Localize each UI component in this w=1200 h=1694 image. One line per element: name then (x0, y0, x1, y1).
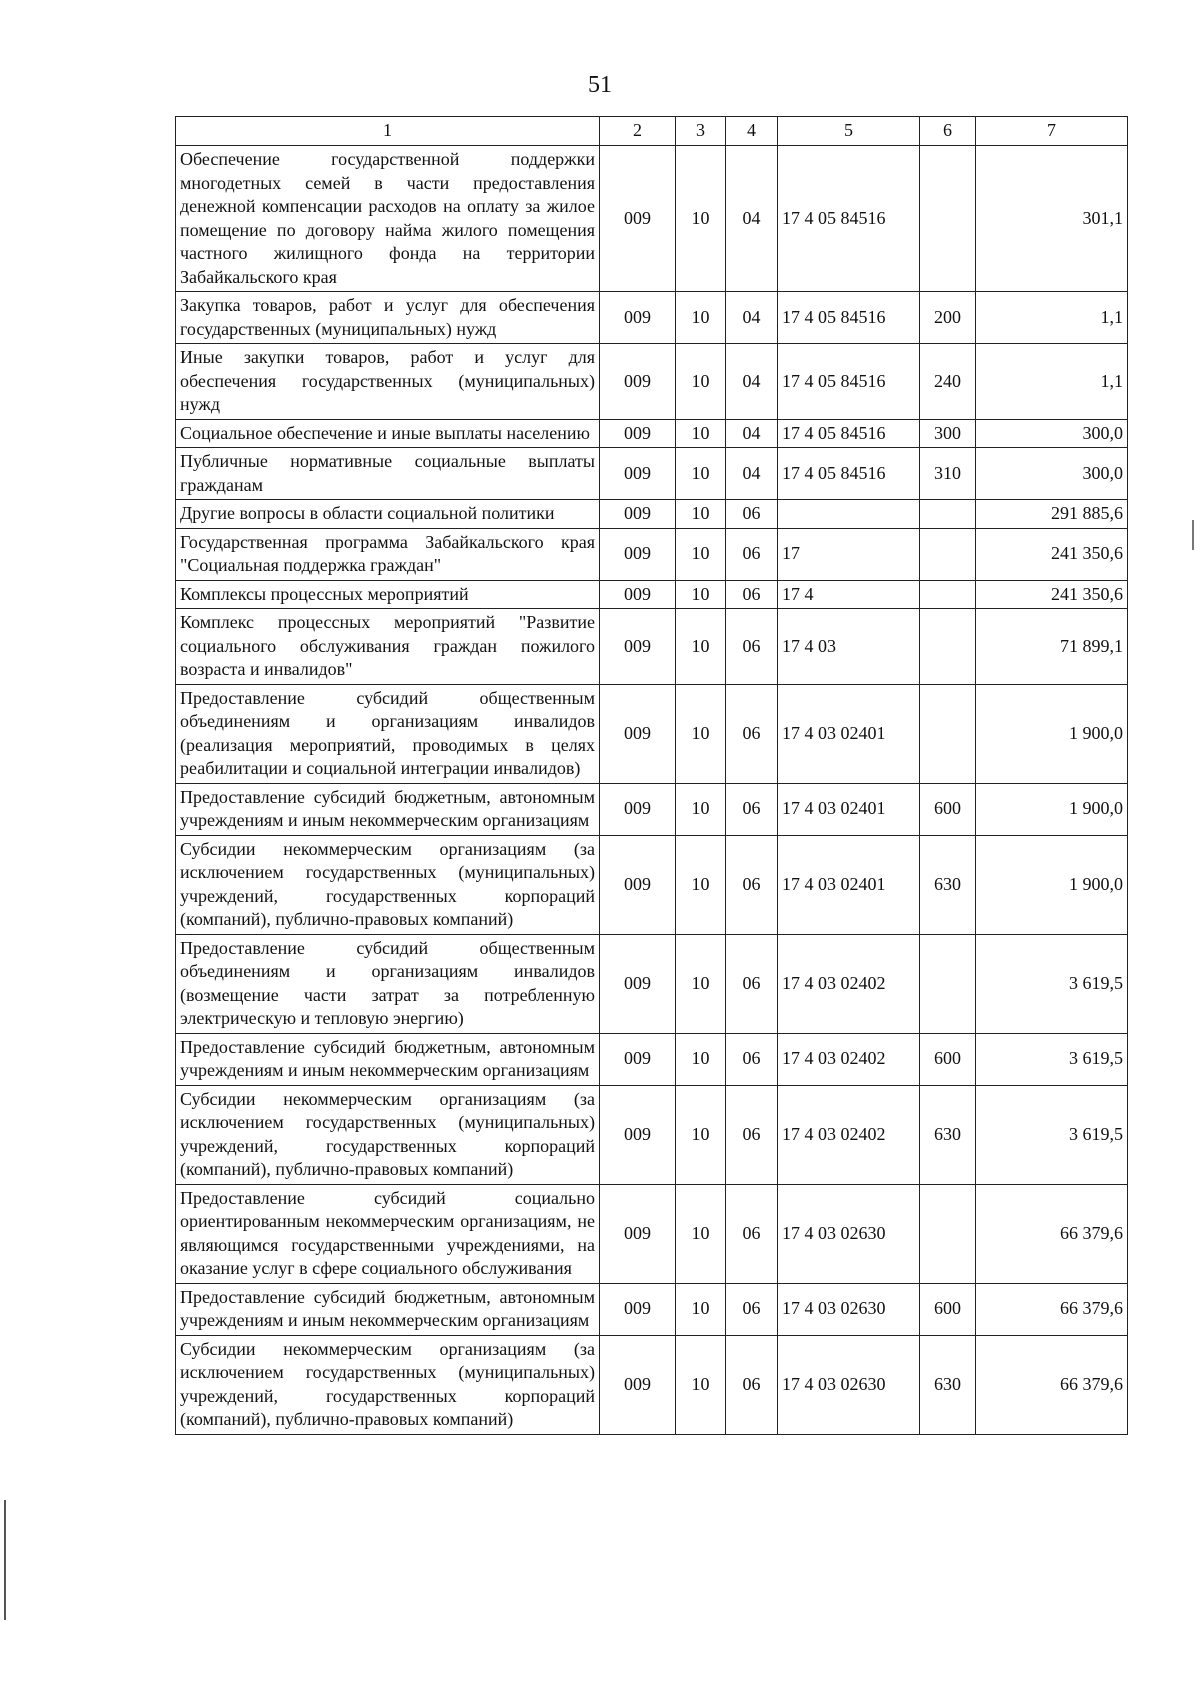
section-code-cell: 10 (676, 146, 726, 292)
table-row (176, 528, 1128, 580)
subsection-code-cell: 06 (726, 580, 778, 609)
section-code-cell: 10 (676, 419, 726, 448)
row-name-cell: Иные закупки товаров, работ и услуг для обеспечения государственных (муниципальных) нужд (176, 344, 600, 420)
ministry-code-cell: 009 (600, 609, 676, 685)
expense-type-cell (920, 934, 976, 1033)
section-code-cell: 10 (676, 528, 726, 580)
table-row (176, 1085, 1128, 1184)
ministry-code-cell: 009 (600, 783, 676, 835)
table-row (176, 1283, 1128, 1335)
col-header-6: 6 (920, 117, 976, 146)
section-code-cell: 10 (676, 835, 726, 934)
row-name-cell: Предоставление субсидий бюджетным, автономным учреждениям и иным некоммерческим организациям (176, 783, 600, 835)
amount-cell: 1 900,0 (976, 684, 1128, 783)
subsection-code-cell: 06 (726, 934, 778, 1033)
col-header-4: 4 (726, 117, 778, 146)
ministry-code-cell: 009 (600, 580, 676, 609)
target-article-cell (778, 500, 920, 529)
ministry-code-cell: 009 (600, 528, 676, 580)
ministry-code-cell: 009 (600, 835, 676, 934)
expense-type-cell: 600 (920, 783, 976, 835)
expense-type-cell: 300 (920, 419, 976, 448)
amount-cell: 3 619,5 (976, 1085, 1128, 1184)
budget-table (175, 116, 1128, 1435)
row-name-cell: Предоставление субсидий общественным объединениям и организациям инвалидов (возмещение части затрат за потребленную электрическую и тепловую энергию) (176, 934, 600, 1033)
target-article-cell: 17 4 05 84516 (778, 419, 920, 448)
amount-cell: 66 379,6 (976, 1283, 1128, 1335)
table-row (176, 934, 1128, 1033)
subsection-code-cell: 04 (726, 344, 778, 420)
target-article-cell: 17 4 03 02630 (778, 1335, 920, 1434)
section-code-cell: 10 (676, 934, 726, 1033)
row-name-cell: Предоставление субсидий бюджетным, автономным учреждениям и иным некоммерческим организациям (176, 1033, 600, 1085)
table-row (176, 146, 1128, 292)
table-row (176, 580, 1128, 609)
expense-type-cell (920, 1184, 976, 1283)
expense-type-cell: 200 (920, 292, 976, 344)
amount-cell: 301,1 (976, 146, 1128, 292)
amount-cell: 1,1 (976, 344, 1128, 420)
target-article-cell: 17 4 03 02630 (778, 1184, 920, 1283)
expense-type-cell: 310 (920, 448, 976, 500)
target-article-cell: 17 4 03 02402 (778, 1033, 920, 1085)
section-code-cell: 10 (676, 1033, 726, 1085)
table-row (176, 1335, 1128, 1434)
subsection-code-cell: 06 (726, 528, 778, 580)
section-code-cell: 10 (676, 500, 726, 529)
amount-cell: 66 379,6 (976, 1335, 1128, 1434)
col-header-3: 3 (676, 117, 726, 146)
table-row (176, 292, 1128, 344)
section-code-cell: 10 (676, 783, 726, 835)
expense-type-cell (920, 684, 976, 783)
amount-cell: 3 619,5 (976, 1033, 1128, 1085)
ministry-code-cell: 009 (600, 684, 676, 783)
subsection-code-cell: 06 (726, 1184, 778, 1283)
col-header-7: 7 (976, 117, 1128, 146)
ministry-code-cell: 009 (600, 500, 676, 529)
section-code-cell: 10 (676, 448, 726, 500)
target-article-cell: 17 4 03 02402 (778, 1085, 920, 1184)
ministry-code-cell: 009 (600, 292, 676, 344)
subsection-code-cell: 06 (726, 684, 778, 783)
table-body (176, 146, 1128, 1435)
subsection-code-cell: 06 (726, 500, 778, 529)
ministry-code-cell: 009 (600, 448, 676, 500)
section-code-cell: 10 (676, 1184, 726, 1283)
target-article-cell: 17 4 03 02401 (778, 684, 920, 783)
target-article-cell: 17 (778, 528, 920, 580)
page-number: 51 (588, 72, 612, 98)
target-article-cell: 17 4 03 02630 (778, 1283, 920, 1335)
table-row (176, 500, 1128, 529)
subsection-code-cell: 04 (726, 419, 778, 448)
expense-type-cell (920, 500, 976, 529)
section-code-cell: 10 (676, 292, 726, 344)
subsection-code-cell: 06 (726, 783, 778, 835)
expense-type-cell (920, 146, 976, 292)
amount-cell: 1 900,0 (976, 835, 1128, 934)
section-code-cell: 10 (676, 1335, 726, 1434)
target-article-cell: 17 4 03 (778, 609, 920, 685)
subsection-code-cell: 06 (726, 1335, 778, 1434)
subsection-code-cell: 04 (726, 146, 778, 292)
target-article-cell: 17 4 05 84516 (778, 146, 920, 292)
scan-margin-mark (1192, 520, 1194, 550)
row-name-cell: Предоставление субсидий бюджетным, автономным учреждениям и иным некоммерческим организациям (176, 1283, 600, 1335)
row-name-cell: Закупка товаров, работ и услуг для обеспечения государственных (муниципальных) нужд (176, 292, 600, 344)
amount-cell: 241 350,6 (976, 580, 1128, 609)
target-article-cell: 17 4 03 02401 (778, 835, 920, 934)
ministry-code-cell: 009 (600, 1085, 676, 1184)
target-article-cell: 17 4 03 02401 (778, 783, 920, 835)
section-code-cell: 10 (676, 344, 726, 420)
expense-type-cell: 240 (920, 344, 976, 420)
target-article-cell: 17 4 05 84516 (778, 344, 920, 420)
table-row (176, 783, 1128, 835)
amount-cell: 300,0 (976, 419, 1128, 448)
header-row (176, 117, 1128, 146)
table-row (176, 344, 1128, 420)
ministry-code-cell: 009 (600, 1184, 676, 1283)
section-code-cell: 10 (676, 580, 726, 609)
row-name-cell: Субсидии некоммерческим организациям (за исключением государственных (муниципальных) учреждений, государственных корпораций (компаний), публично-правовых компаний) (176, 835, 600, 934)
table-row (176, 609, 1128, 685)
subsection-code-cell: 04 (726, 292, 778, 344)
subsection-code-cell: 06 (726, 609, 778, 685)
expense-type-cell (920, 528, 976, 580)
section-code-cell: 10 (676, 1283, 726, 1335)
expense-type-cell: 630 (920, 1085, 976, 1184)
row-name-cell: Субсидии некоммерческим организациям (за исключением государственных (муниципальных) учреждений, государственных корпораций (компаний), публично-правовых компаний) (176, 1335, 600, 1434)
scan-margin-mark (4, 1500, 6, 1620)
col-header-2: 2 (600, 117, 676, 146)
subsection-code-cell: 04 (726, 448, 778, 500)
row-name-cell: Другие вопросы в области социальной политики (176, 500, 600, 529)
ministry-code-cell: 009 (600, 1335, 676, 1434)
col-header-5: 5 (778, 117, 920, 146)
target-article-cell: 17 4 05 84516 (778, 448, 920, 500)
ministry-code-cell: 009 (600, 344, 676, 420)
row-name-cell: Комплексы процессных мероприятий (176, 580, 600, 609)
row-name-cell: Предоставление субсидий социально ориентированным некоммерческим организациям, не являющимся государственными учреждениями, на оказание услуг в сфере социального обслуживания (176, 1184, 600, 1283)
expense-type-cell (920, 580, 976, 609)
amount-cell: 71 899,1 (976, 609, 1128, 685)
row-name-cell: Публичные нормативные социальные выплаты гражданам (176, 448, 600, 500)
ministry-code-cell: 009 (600, 419, 676, 448)
amount-cell: 66 379,6 (976, 1184, 1128, 1283)
expense-type-cell: 600 (920, 1283, 976, 1335)
section-code-cell: 10 (676, 1085, 726, 1184)
table-row (176, 419, 1128, 448)
amount-cell: 241 350,6 (976, 528, 1128, 580)
table-row (176, 684, 1128, 783)
subsection-code-cell: 06 (726, 1283, 778, 1335)
expense-type-cell: 630 (920, 835, 976, 934)
subsection-code-cell: 06 (726, 1085, 778, 1184)
table-row (176, 835, 1128, 934)
expense-type-cell: 630 (920, 1335, 976, 1434)
amount-cell: 1 900,0 (976, 783, 1128, 835)
row-name-cell: Субсидии некоммерческим организациям (за исключением государственных (муниципальных) учреждений, государственных корпораций (компаний), публично-правовых компаний) (176, 1085, 600, 1184)
target-article-cell: 17 4 (778, 580, 920, 609)
table-row (176, 1184, 1128, 1283)
amount-cell: 3 619,5 (976, 934, 1128, 1033)
subsection-code-cell: 06 (726, 1033, 778, 1085)
row-name-cell: Предоставление субсидий общественным объединениям и организациям инвалидов (реализация мероприятий, проводимых в целях реабилитации и социальной интеграции инвалидов) (176, 684, 600, 783)
row-name-cell: Комплекс процессных мероприятий "Развитие социального обслуживания граждан пожилого возраста и инвалидов" (176, 609, 600, 685)
expense-type-cell (920, 609, 976, 685)
target-article-cell: 17 4 05 84516 (778, 292, 920, 344)
expense-type-cell: 600 (920, 1033, 976, 1085)
amount-cell: 291 885,6 (976, 500, 1128, 529)
row-name-cell: Государственная программа Забайкальского края "Социальная поддержка граждан" (176, 528, 600, 580)
amount-cell: 300,0 (976, 448, 1128, 500)
section-code-cell: 10 (676, 684, 726, 783)
col-header-1: 1 (176, 117, 600, 146)
amount-cell: 1,1 (976, 292, 1128, 344)
row-name-cell: Социальное обеспечение и иные выплаты населению (176, 419, 600, 448)
subsection-code-cell: 06 (726, 835, 778, 934)
ministry-code-cell: 009 (600, 1283, 676, 1335)
ministry-code-cell: 009 (600, 1033, 676, 1085)
table-row (176, 448, 1128, 500)
section-code-cell: 10 (676, 609, 726, 685)
table-row (176, 1033, 1128, 1085)
ministry-code-cell: 009 (600, 934, 676, 1033)
target-article-cell: 17 4 03 02402 (778, 934, 920, 1033)
row-name-cell: Обеспечение государственной поддержки многодетных семей в части предоставления денежной компенсации расходов на оплату за жилое помещение по договору найма жилого помещения частного жилищного фонда на территории Забайкальского края (176, 146, 600, 292)
ministry-code-cell: 009 (600, 146, 676, 292)
